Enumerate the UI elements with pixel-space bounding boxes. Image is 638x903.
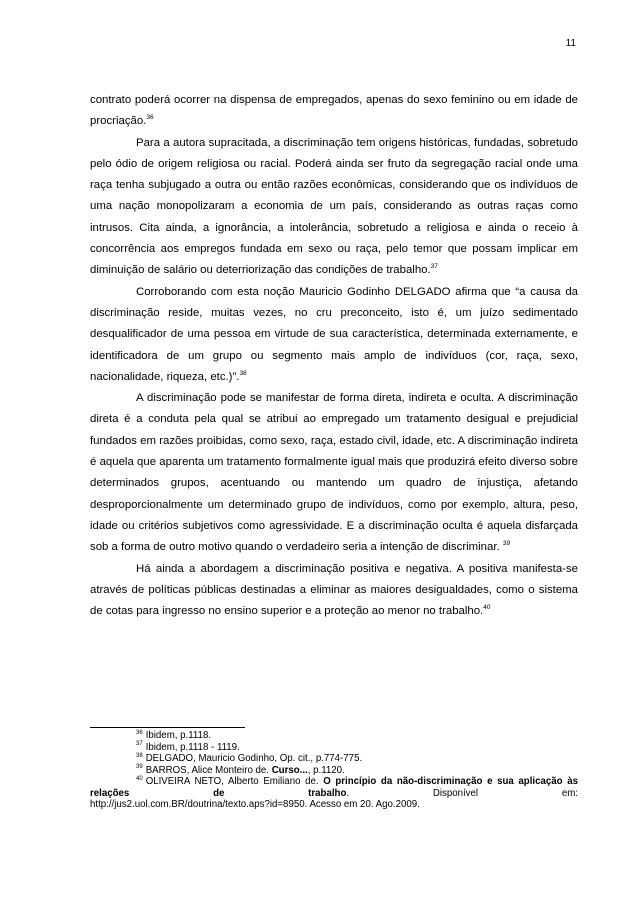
footnote-text: Ibidem, p.1118. (145, 730, 212, 741)
footnote (90, 742, 578, 754)
paragraph (90, 90, 578, 133)
footnote (90, 753, 578, 765)
paragraph-text: A discriminação pode se manifestar de forma direta, indireta e oculta. A discriminação direta é a conduta pela qual se atribui ao empregado um tratamento desigual e prejudicial fundados em razões proibidas, como sexo, raça, estado civil, idade, etc. A discriminação indireta é aquela que aparenta um tratamento formalmente igual mais que produzirá efeito diverso sobre determinados grupos, acentuando ou mantendo um quadro de injustiça, afetando desproporcionalmente um determinado grupo de indivíduos, como por exemplo, altura, peso, idade ou critérios subjetivos como agressividade. E a discriminação oculta é aquela disfarçada sob a forma de outro motivo quando o verdadeiro seria a intenção de discriminar. (90, 392, 578, 554)
footnote-text: , p.1120. (307, 764, 345, 776)
paragraph-footnote-ref: 37 (430, 263, 438, 271)
paragraph-text: contrato poderá ocorrer na dispensa de empregados, apenas do sexo feminino ou em idade de procriação. (90, 94, 578, 128)
paragraph-footnote-ref: 39 (502, 540, 511, 548)
footnote-number: 39 (136, 764, 143, 771)
footnote (90, 776, 578, 799)
footnote-number: 38 (136, 752, 143, 759)
footnote-text: OLIVEIRA NETO, Alberto Emiliano de. (145, 776, 324, 787)
paragraph (90, 133, 578, 282)
paragraph (90, 388, 578, 558)
body-text (90, 90, 578, 622)
footnote-text: DELGADO, Mauricio Godinho, Op. cit., p.774-775. (145, 753, 363, 764)
footnote-number: 40 (136, 775, 143, 782)
footnotes (90, 730, 578, 811)
footnote-text: . Disponível em: (346, 787, 578, 799)
footnote-text: Ibidem, p.1118 - 1119. (145, 741, 240, 753)
footnote (90, 765, 578, 777)
footnote-bold-text: O princípio da não-discriminação e sua aplicação às relações de trabalho (90, 776, 578, 799)
paragraph-text: Para a autora supracitada, a discriminação tem origens históricas, fundadas, sobretudo pelo ódio de origem religiosa ou racial. Poderá ainda ser fruto da segregação racial onde uma raça tenha subjugado a outra ou então razões econômicas, considerando que os indivíduos de uma nação monopolizaram a economia de um país, considerando as outras raças como intrusos. Cita ainda, a ignorância, a intolerância, sobretudo a religiosa e ainda o receio à concorrência aos empregos fundada em sexo ou raça, pelo temor que possam implicar em diminuição de salário ou deterriorização das condições de trabalho. (90, 136, 578, 277)
paragraph (90, 559, 578, 623)
footnote-separator (90, 727, 245, 728)
paragraph (90, 282, 578, 388)
paragraph-text: Corroborando com esta noção Mauricio Godinho DELGADO afirma que “a causa da discriminação reside, muitas vezes, no cru preconceito, isto é, um juízo sedimentado desqualificador de uma pessoa em virtude de sua característica, determinada externamente, e identificadora de um grupo ou segmento mais amplo de indivíduos (cor, raça, sexo, nacionalidade, riqueza, etc.)”. (90, 285, 578, 383)
paragraph-footnote-ref: 38 (239, 370, 247, 378)
page-number: 11 (565, 38, 576, 49)
footnote-number: 36 (136, 729, 143, 736)
footnote (90, 730, 578, 742)
footnote-text: BARROS, Alice Monteiro de. (145, 764, 272, 776)
paragraph-footnote-ref: 36 (146, 114, 154, 122)
footnote-bold-text: Curso... (271, 764, 308, 776)
paragraph-footnote-ref: 40 (483, 604, 491, 612)
footnote-number: 37 (136, 741, 143, 748)
footnote-url-line: http://jus2.uol.com.BR/doutrina/texto.aps?id=8950. Acesso em 20. Ago.2009. (90, 799, 420, 810)
paragraph-text: Há ainda a abordagem a discriminação positiva e negativa. A positiva manifesta-se através de políticas públicas destinadas a eliminar as maiores desigualdades, como o sistema de cotas para ingresso no ensino superior e a proteção ao menor no trabalho. (90, 562, 578, 618)
